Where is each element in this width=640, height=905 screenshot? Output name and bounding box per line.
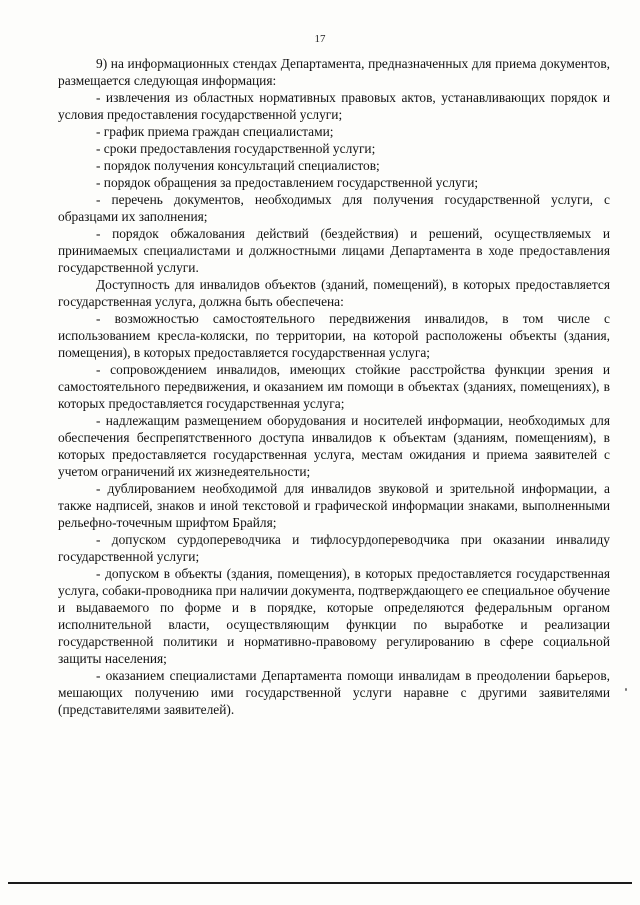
bottom-rule bbox=[8, 882, 632, 884]
list-item-consultations: - порядок получения консультаций специалистов; bbox=[96, 158, 380, 173]
list-item-escort: - сопровождением инвалидов, имеющих стойкие расстройства функции зрения и самостоятельного передвижения, и оказанием им помощи в объектах (зданиях, помещениях), в которых предоставляется государственная услуга; bbox=[58, 362, 610, 411]
list-item-independent-movement: - возможностью самостоятельного передвижения инвалидов, в том числе с использованием кресла-коляски, по территории, на которой расположены объекты (здания, помещения), в которых предоставляется государственная услуга; bbox=[58, 311, 610, 360]
list-item-assistance: - оказанием специалистами Департамента помощи инвалидам в преодолении барьеров, мешающих получению ими государственной услуги наравне с другими заявителями (представителями заявителей). bbox=[58, 668, 610, 717]
list-item-equipment-placement: - надлежащим размещением оборудования и носителей информации, необходимых для обеспечения беспрепятственного доступа инвалидов к объектам (зданиям, помещениям), в которых предоставляется государственная услуга, местам ожидания и приема заявителей с учетом ограничений их жизнедеятельности; bbox=[58, 413, 610, 479]
list-item-sign-interpreter: - допуском сурдопереводчика и тифлосурдопереводчика при оказании инвалиду государственной услуги; bbox=[58, 532, 610, 564]
list-item-appeal-procedure: - порядок обжалования действий (бездействия) и решений, осуществляемых и принимаемых специалистами и должностными лицами Департамента в ходе предоставления государственной услуги. bbox=[58, 226, 610, 275]
list-item-reception-schedule: - график приема граждан специалистами; bbox=[96, 124, 334, 139]
list-item-duplication: - дублированием необходимой для инвалидов звуковой и зрительной информации, а также надписей, знаков и иной текстовой и графической информации знаками, выполненными рельефно-точечным шрифтом Брайля; bbox=[58, 481, 610, 530]
page-number: 17 bbox=[314, 33, 326, 45]
list-item-guide-dog: - допуском в объекты (здания, помещения), в которых предоставляется государственная услуга, собаки-проводника при наличии документа, подтверждающего ее специальное обучение и выдаваемого по форме и в порядке, которые определяются федеральным органом исполнительной власти, осуществляющим функции по выработке и реализации государственной политики и нормативно-правовому регулированию в сфере социальной защиты населения; bbox=[58, 566, 610, 666]
paragraph-accessibility: Доступность для инвалидов объектов (зданий, помещений), в которых предоставляется государственная услуга, должна быть обеспечена: bbox=[58, 277, 610, 309]
paragraph-info-stands: 9) на информационных стендах Департамента, предназначенных для приема документов, размещается следующая информация: bbox=[58, 56, 610, 88]
scan-speck bbox=[625, 688, 627, 691]
list-item-application-procedure: - порядок обращения за предоставлением государственной услуги; bbox=[96, 175, 479, 190]
list-item-documents-list: - перечень документов, необходимых для получения государственной услуги, с образцами их заполнения; bbox=[58, 192, 610, 224]
list-item-regional-acts: - извлечения из областных нормативных правовых актов, устанавливающих порядок и условия предоставления государственной услуги; bbox=[58, 90, 610, 122]
document-body bbox=[58, 55, 610, 718]
list-item-service-terms: - сроки предоставления государственной услуги; bbox=[96, 141, 376, 156]
